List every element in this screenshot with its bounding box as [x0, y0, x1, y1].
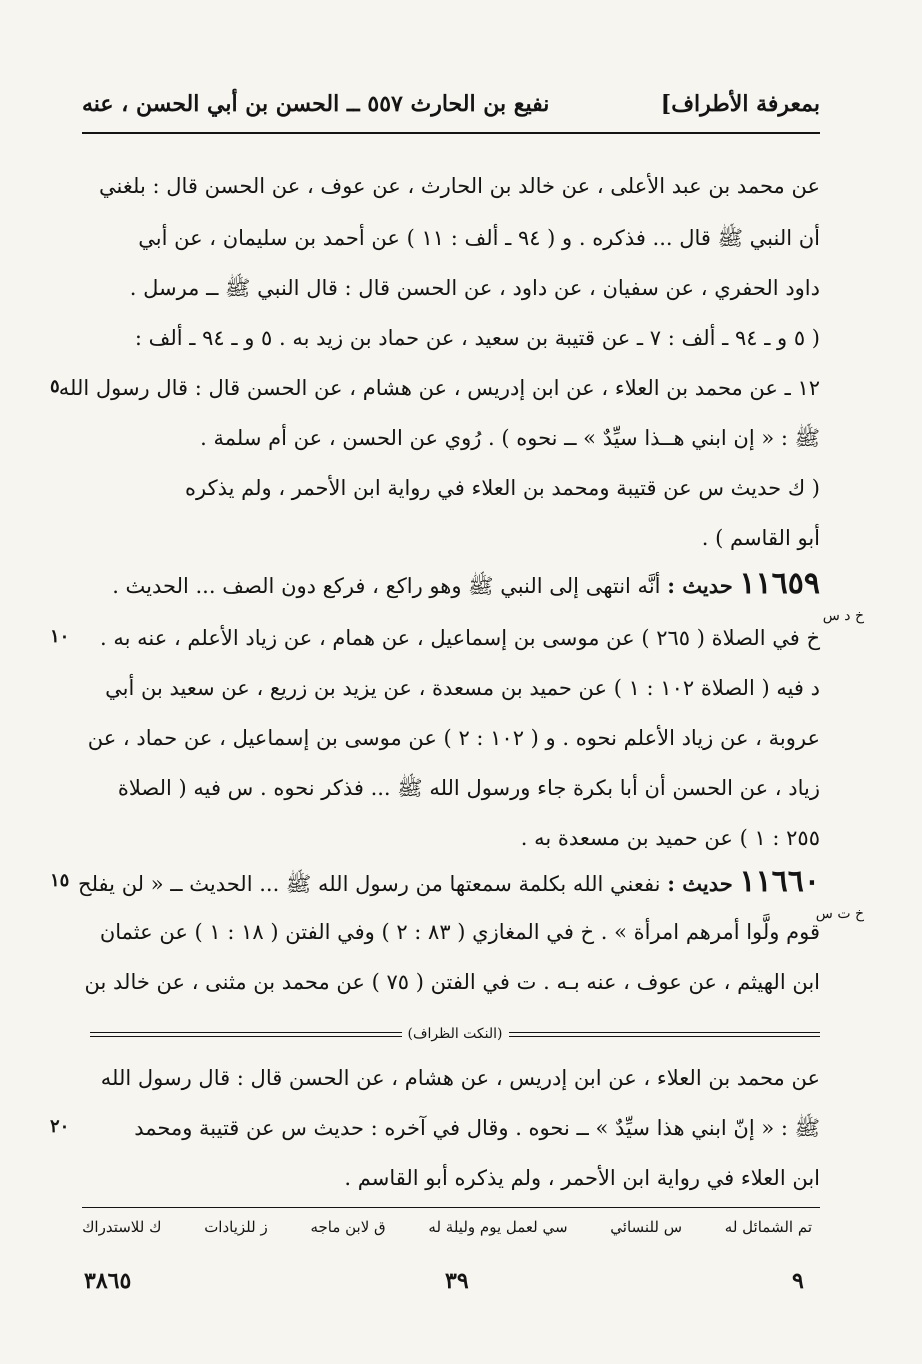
text-line: ﷺ : « إنّ ابني هذا سيِّدٌ » ــ نحوه . وقال في آخره : حديث س عن قتيبة ومحمد — [134, 1116, 820, 1140]
hadith-label: حديث : — [667, 573, 733, 598]
text-line: ( ٥ و ـ ٩٤ ـ ألف : ٧ ـ عن قتيبة بن سعيد ، عن حماد بن زيد به . ٥ و ـ ٩٤ ـ ألف : — [134, 326, 820, 350]
text-line: عن محمد بن عبد الأعلى ، عن خالد بن الحارث ، عن عوف ، عن الحسن قال : بلغني — [99, 174, 820, 198]
margin-line-number: ٢٠ — [50, 1116, 70, 1137]
text-line: ابن الهيثم ، عن عوف ، عنه بـه . ت في الفتن ( ٧٥ ) عن محمد بن مثنى ، عن خالد بن — [84, 970, 820, 994]
margin-line-number: ٥ — [50, 376, 60, 397]
divider-label: (النكت الظراف) — [407, 1026, 503, 1042]
text-line: عروبة ، عن زياد الأعلم نحوه . و ( ١٠٢ : ٢ ) عن موسى بن إسماعيل ، عن حماد ، عن — [87, 726, 820, 750]
text-line: ١٢ ـ عن محمد بن العلاء ، عن ابن إدريس ، عن هشام ، عن الحسن قال : قال رسول الله — [58, 376, 820, 400]
source-sigla: خ ت س — [815, 906, 864, 922]
text-line: زياد ، عن الحسن أن أبا بكرة جاء ورسول الله ﷺ ... فذكر نحوه . س فيه ( الصلاة — [117, 776, 820, 800]
hadith-heading — [112, 566, 820, 601]
hadith-number: ١١٦٦٠ — [739, 864, 820, 899]
text-line: د فيه ( الصلاة ١٠٢ : ١ ) عن حميد بن مسعدة ، عن يزيد بن زريع ، عن سعيد بن أبي — [105, 676, 820, 700]
text-line: أبو القاسم ) . — [701, 526, 820, 550]
abbreviation-key — [82, 1218, 812, 1236]
source-sigla: خ د س — [822, 608, 864, 624]
text-line: أن النبي ﷺ قال ... فذكره . و ( ٩٤ ـ ألف : ١١ ) عن أحمد بن سليمان ، عن أبي — [138, 226, 820, 250]
footnote-rule — [82, 1207, 820, 1208]
hadith-text: أنَّه انتهى إلى النبي ﷺ وهو راكع ، فركع دون الصف ... الحديث . — [112, 574, 661, 598]
text-line: ﷺ : « إن ابني هــذا سيِّدٌ » ــ نحوه ) . رُوي عن الحسن ، عن أم سلمة . — [200, 426, 820, 450]
abbreviation-item: تم الشمائل له — [724, 1218, 812, 1236]
abbreviation-item: سي لعمل يوم وليلة له — [428, 1218, 568, 1236]
text-line: خ في الصلاة ( ٢٦٥ ) عن موسى بن إسماعيل ، عن همام ، عن زياد الأعلم ، عنه به . — [100, 626, 820, 650]
header-section-title: بمعرفة الأطراف] — [660, 91, 820, 117]
abbreviation-item: ك للاستدراك — [82, 1218, 162, 1236]
hadith-number: ١١٦٥٩ — [739, 566, 820, 601]
text-line: عن محمد بن العلاء ، عن ابن إدريس ، عن هشام ، عن الحسن قال : قال رسول الله — [100, 1066, 820, 1090]
divider-rule-left — [90, 1032, 402, 1037]
header-rule — [82, 132, 820, 134]
text-line: ( ك حديث س عن قتيبة ومحمد بن العلاء في رواية ابن الأحمر ، ولم يذكره — [185, 476, 820, 500]
margin-line-number: ١٠ — [50, 626, 70, 647]
margin-line-number: ١٥ — [50, 870, 70, 891]
header-chain-title: نفيع بن الحارث ٥٥٧ ــ الحسن بن أبي الحسن ، عنه — [82, 91, 550, 117]
text-line: داود الحفري ، عن سفيان ، عن داود ، عن الحسن قال : قال النبي ﷺ ــ مرسل . — [129, 276, 820, 300]
footer-page-number: ٣٩ — [445, 1268, 469, 1294]
hadith-text: نفعني الله بكلمة سمعتها من رسول الله ﷺ ... الحديث ــ « لن يفلح — [78, 872, 661, 896]
footer-volume: ٩ — [792, 1268, 804, 1294]
footer-serial: ٣٨٦٥ — [84, 1268, 132, 1294]
text-line: ٢٥٥ : ١ ) عن حميد بن مسعدة به . — [520, 826, 820, 850]
running-header — [82, 84, 820, 124]
abbreviation-item: ق لابن ماجه — [310, 1218, 386, 1236]
text-line: ابن العلاء في رواية ابن الأحمر ، ولم يذكره أبو القاسم . — [344, 1166, 820, 1190]
abbreviation-item: ز للزيادات — [204, 1218, 268, 1236]
divider-rule-right — [509, 1032, 821, 1037]
nukat-divider — [90, 1026, 820, 1042]
text-line: قوم ولَّوا أمرهم امرأة » . خ في المغازي ( ٨٣ : ٢ ) وفي الفتن ( ١٨ : ١ ) عن عثمان — [99, 920, 820, 944]
abbreviation-item: س للنسائي — [610, 1218, 683, 1236]
hadith-label: حديث : — [667, 871, 733, 896]
hadith-heading — [78, 864, 820, 899]
